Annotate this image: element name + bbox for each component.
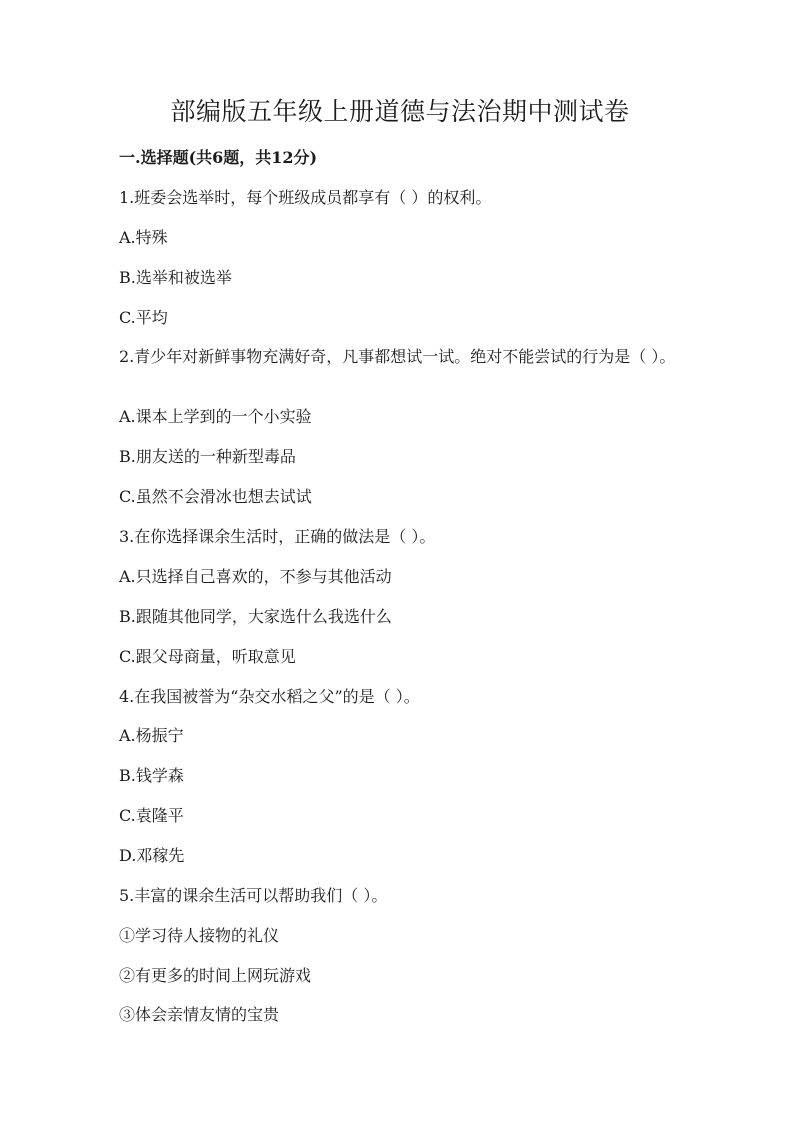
question-3-option-a: A.只选择自己喜欢的，不参与其他活动 [119,567,392,586]
question-5-item-1: ①学习待人接物的礼仪 [119,926,280,945]
page-title: 部编版五年级上册道德与法治期中测试卷 [170,97,630,126]
question-5-stem: 5.丰富的课余生活可以帮助我们（ ）。 [119,886,388,905]
question-5-item-2: ②有更多的时间上网玩游戏 [119,966,312,985]
question-5-item-3: ③体会亲情友情的宝贵 [119,1005,280,1024]
question-3-option-b: B.跟随其他同学，大家选什么我选什么 [119,607,392,626]
question-1-option-c: C.平均 [119,308,168,327]
question-2-stem: 2.青少年对新鲜事物充满好奇，凡事都想试一试。绝对不能尝试的行为是（ ）。 [119,347,676,366]
question-2-option-b: B.朋友送的一种新型毒品 [119,447,296,466]
question-4-option-c: C.袁隆平 [119,806,184,825]
question-2-option-c: C.虽然不会滑冰也想去试试 [119,487,312,506]
question-4-stem: 4.在我国被誉为“杂交水稻之父”的是（ ）。 [119,687,420,706]
question-2-option-a: A.课本上学到的一个小实验 [119,407,312,426]
question-3-option-c: C.跟父母商量，听取意见 [119,647,296,666]
question-1-option-a: A.特殊 [119,228,168,247]
question-4-option-d: D.邓稼先 [119,846,185,865]
question-1-stem: 1.班委会选举时，每个班级成员都享有（ ）的权利。 [119,188,492,207]
question-3-stem: 3.在你选择课余生活时，正确的做法是（ ）。 [119,527,436,546]
section-heading: 一.选择题(共6题，共12分) [119,148,318,167]
question-4-option-a: A.杨振宁 [119,726,184,745]
question-4-option-b: B.钱学森 [119,766,184,785]
question-1-option-b: B.选举和被选举 [119,268,232,287]
